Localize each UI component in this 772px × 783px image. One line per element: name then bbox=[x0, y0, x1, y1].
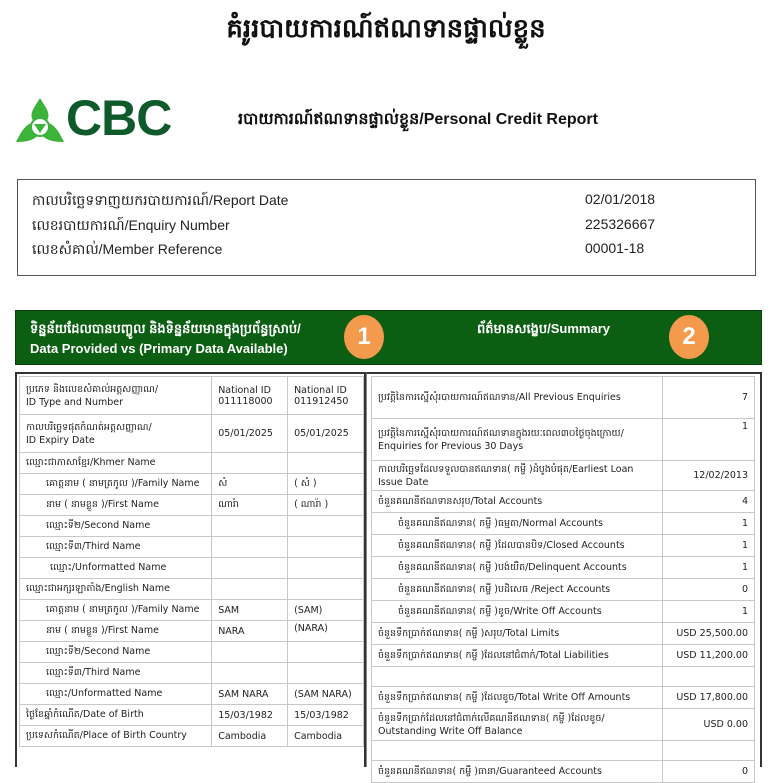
data-provided-row bbox=[20, 453, 364, 474]
provided-value bbox=[212, 558, 288, 579]
cbc-logo bbox=[16, 90, 181, 146]
data-provided-row bbox=[20, 600, 364, 621]
summary-row bbox=[372, 623, 755, 645]
row-label: នាម ( នាមខ្លួន )/First Name bbox=[20, 495, 212, 516]
summary-value: 0 bbox=[663, 579, 755, 601]
report-info-box bbox=[17, 179, 756, 276]
summary-row bbox=[372, 461, 755, 491]
row-label: នាម ( នាមខ្លួន )/First Name bbox=[20, 621, 212, 642]
cbc-logo-icon bbox=[16, 98, 64, 144]
data-provided-table bbox=[19, 376, 364, 747]
report-date-label: កាលបរិច្ឆេទទាញយករបាយការណ៍/Report Date bbox=[32, 192, 289, 208]
data-provided-row bbox=[20, 579, 364, 600]
provided-value: SAM bbox=[212, 600, 288, 621]
data-provided-row bbox=[20, 415, 364, 453]
primary-value: 05/01/2025 bbox=[288, 415, 364, 453]
data-provided-row bbox=[20, 642, 364, 663]
member-reference-label: លេខសំគាល់/Member Reference bbox=[32, 241, 223, 257]
data-provided-row bbox=[20, 705, 364, 726]
summary-value: USD 25,500.00 bbox=[663, 623, 755, 645]
summary-label: ចំនួនគណនីឥណទាន( កម្ចី )ខូច/Write Off Accounts bbox=[372, 601, 663, 623]
summary-value bbox=[663, 741, 755, 761]
row-label: គោត្តនាម ( នាមត្រកូល )/Family Name bbox=[20, 600, 212, 621]
summary-row bbox=[372, 513, 755, 535]
main-title: គំរូរបាយការណ៍ឥណទានផ្ទាល់ខ្លួន bbox=[226, 13, 546, 43]
row-label: ឈ្មោះជាអក្សរឡាតាំង/English Name bbox=[20, 579, 212, 600]
summary-row bbox=[372, 709, 755, 741]
summary-row bbox=[372, 687, 755, 709]
provided-value: 05/01/2025 bbox=[212, 415, 288, 453]
primary-value: (SAM) bbox=[288, 600, 364, 621]
summary-label: ចំនួនគណនីឥណទាន( កម្ចី )ធម្មតា/Normal Accounts bbox=[372, 513, 663, 535]
primary-value: (SAM NARA) bbox=[288, 684, 364, 705]
row-label: គោត្តនាម ( នាមត្រកូល )/Family Name bbox=[20, 474, 212, 495]
data-provided-row bbox=[20, 663, 364, 684]
primary-value: National ID 011912450 bbox=[288, 377, 364, 415]
summary-row bbox=[372, 377, 755, 419]
summary-label: ចំនួនទឹកប្រាក់ដែលនៅជំពាក់លើគណនីឥណទាន( កម្ចី )ដែលខូច/ Outstanding Write Off Balance bbox=[372, 709, 663, 741]
summary-table bbox=[371, 376, 755, 783]
summary-value: 1 bbox=[663, 535, 755, 557]
summary-row bbox=[372, 761, 755, 783]
data-provided-row bbox=[20, 516, 364, 537]
provided-value bbox=[212, 579, 288, 600]
summary-value: 1 bbox=[663, 419, 755, 461]
provided-value: 15/03/1982 bbox=[212, 705, 288, 726]
provided-value bbox=[212, 453, 288, 474]
primary-value bbox=[288, 642, 364, 663]
enquiry-number-row bbox=[32, 216, 742, 237]
primary-value bbox=[288, 558, 364, 579]
data-provided-panel bbox=[15, 372, 366, 767]
provided-value: SAM NARA bbox=[212, 684, 288, 705]
data-provided-row bbox=[20, 495, 364, 516]
report-subtitle: របាយការណ៍ឥណទានផ្ទាល់ខ្លួន/Personal Credit Report bbox=[238, 111, 598, 128]
member-reference-value: 00001-18 bbox=[585, 240, 645, 256]
summary-row bbox=[372, 645, 755, 667]
summary-label: ប្រវត្តិនៃការស្នើសុំរបាយការណ៍ឥណទាន/All Previous Enquiries bbox=[372, 377, 663, 419]
row-label: ឈ្មោះ/Unformatted Name bbox=[20, 684, 212, 705]
summary-value: 4 bbox=[663, 491, 755, 513]
row-label: ថ្ងៃខែឆ្នាំកំណើត/Date of Birth bbox=[20, 705, 212, 726]
summary-label: ចំនួនគណនីឥណទានសរុប/Total Accounts bbox=[372, 491, 663, 513]
enquiry-number-value: 225326667 bbox=[585, 216, 656, 232]
summary-value: USD 11,200.00 bbox=[663, 645, 755, 667]
provided-value: សំ bbox=[212, 474, 288, 495]
data-provided-heading-khmer: ទិន្នន័យដែលបានបញ្ចូល និងទិន្នន័យមានក្នុងប្រព័ន្ធស្រាប់/ bbox=[30, 321, 301, 336]
row-label: ឈ្មោះទី៣/Third Name bbox=[20, 663, 212, 684]
row-label: ឈ្មោះទី២/Second Name bbox=[20, 516, 212, 537]
primary-value bbox=[288, 516, 364, 537]
primary-value: Cambodia bbox=[288, 726, 364, 747]
report-date-value: 02/01/2018 bbox=[585, 191, 656, 207]
data-provided-row bbox=[20, 558, 364, 579]
summary-label bbox=[372, 741, 663, 761]
summary-row bbox=[372, 741, 755, 761]
data-provided-row bbox=[20, 537, 364, 558]
summary-label: ចំនួនទឹកប្រាក់ឥណទាន( កម្ចី )ដែលខូច/Total Write Off Amounts bbox=[372, 687, 663, 709]
provided-value bbox=[212, 537, 288, 558]
provided-value bbox=[212, 663, 288, 684]
data-provided-row bbox=[20, 726, 364, 747]
section-badge-2: 2 bbox=[669, 315, 709, 359]
primary-value: ( សំ ) bbox=[288, 474, 364, 495]
data-provided-row bbox=[20, 377, 364, 415]
summary-row bbox=[372, 419, 755, 461]
summary-label: ចំនួនទឹកប្រាក់ឥណទាន( កម្ចី )ដែលនៅជំពាក់/Total Liabilities bbox=[372, 645, 663, 667]
row-label: ឈ្មោះទី៣/Third Name bbox=[20, 537, 212, 558]
data-provided-row bbox=[20, 621, 364, 642]
row-label: ប្រទេសកំណើត/Place of Birth Country bbox=[20, 726, 212, 747]
summary-row bbox=[372, 579, 755, 601]
row-label: ឈ្មោះទី២/Second Name bbox=[20, 642, 212, 663]
summary-value: 1 bbox=[663, 601, 755, 623]
summary-value bbox=[663, 667, 755, 687]
provided-value: NARA bbox=[212, 621, 288, 642]
data-provided-heading-english: Data Provided vs (Primary Data Available) bbox=[30, 341, 288, 356]
row-label: កាលបរិច្ឆេទផុតកំណត់អត្តសញ្ញាណ/ ID Expiry Date bbox=[20, 415, 212, 453]
summary-label: ចំនួនគណនីឥណទាន( កម្ចី )បង់យឺត/Delinquent Accounts bbox=[372, 557, 663, 579]
summary-label: ចំនួនគណនីឥណទាន( កម្ចី )បដិសេធ /Reject Accounts bbox=[372, 579, 663, 601]
row-label: ប្រភេទ និងលេខសំគាល់អត្តសញ្ញាណ/ ID Type and Number bbox=[20, 377, 212, 415]
provided-value: National ID 011118000 bbox=[212, 377, 288, 415]
primary-value: (NARA) bbox=[288, 621, 364, 642]
summary-row bbox=[372, 535, 755, 557]
summary-value: 1 bbox=[663, 557, 755, 579]
primary-value bbox=[288, 537, 364, 558]
summary-label: ចំនួនទឹកប្រាក់ឥណទាន( កម្ចី )សរុប/Total Limits bbox=[372, 623, 663, 645]
summary-label: ចំនួនគណនីឥណទាន( កម្ចី )ដែលបានបិទ/Closed Accounts bbox=[372, 535, 663, 557]
summary-row bbox=[372, 491, 755, 513]
provided-value: ណារ៉ា bbox=[212, 495, 288, 516]
primary-value bbox=[288, 579, 364, 600]
row-label: ឈ្មោះជាភាសាខ្មែរ/Khmer Name bbox=[20, 453, 212, 474]
data-provided-row bbox=[20, 474, 364, 495]
provided-value: Cambodia bbox=[212, 726, 288, 747]
summary-label: កាលបរិច្ឆេទដែលទទួលបានឥណទាន( កម្ចី )ដំបូងបំផុត/Earliest Loan Issue Date bbox=[372, 461, 663, 491]
summary-value: 1 bbox=[663, 513, 755, 535]
member-reference-row bbox=[32, 240, 742, 261]
summary-panel bbox=[366, 372, 762, 777]
report-date-row bbox=[32, 191, 742, 212]
logo-text: CBC bbox=[66, 90, 172, 146]
summary-value: USD 0.00 bbox=[663, 709, 755, 741]
summary-value: USD 17,800.00 bbox=[663, 687, 755, 709]
summary-value: 12/02/2013 bbox=[663, 461, 755, 491]
summary-label: ប្រវត្តិនៃការស្នើសុំរបាយការណ៍ឥណទានក្នុងរយៈពេល៣០ថ្ងៃចុងក្រោយ/ Enquiries for Previous 30 Days bbox=[372, 419, 663, 461]
summary-label: ចំនួនគណនីឥណទាន( កម្ចី )ធានា/Guaranteed Accounts bbox=[372, 761, 663, 783]
primary-value: ( ណារ៉ា ) bbox=[288, 495, 364, 516]
provided-value bbox=[212, 642, 288, 663]
summary-heading: ព័ត៌មានសង្ខេប/Summary bbox=[477, 321, 611, 336]
summary-value: 0 bbox=[663, 761, 755, 783]
primary-value: 15/03/1982 bbox=[288, 705, 364, 726]
enquiry-number-label: លេខរបាយការណ៍/Enquiry Number bbox=[32, 217, 230, 233]
data-provided-heading bbox=[30, 319, 301, 359]
provided-value bbox=[212, 516, 288, 537]
summary-label bbox=[372, 667, 663, 687]
summary-row bbox=[372, 601, 755, 623]
data-provided-row bbox=[20, 684, 364, 705]
summary-value: 7 bbox=[663, 377, 755, 419]
section-header-bar bbox=[15, 310, 762, 365]
summary-row bbox=[372, 667, 755, 687]
primary-value bbox=[288, 453, 364, 474]
row-label: ឈ្មោះ/Unformatted Name bbox=[20, 558, 212, 579]
summary-row bbox=[372, 557, 755, 579]
section-badge-1: 1 bbox=[344, 315, 384, 359]
primary-value bbox=[288, 663, 364, 684]
